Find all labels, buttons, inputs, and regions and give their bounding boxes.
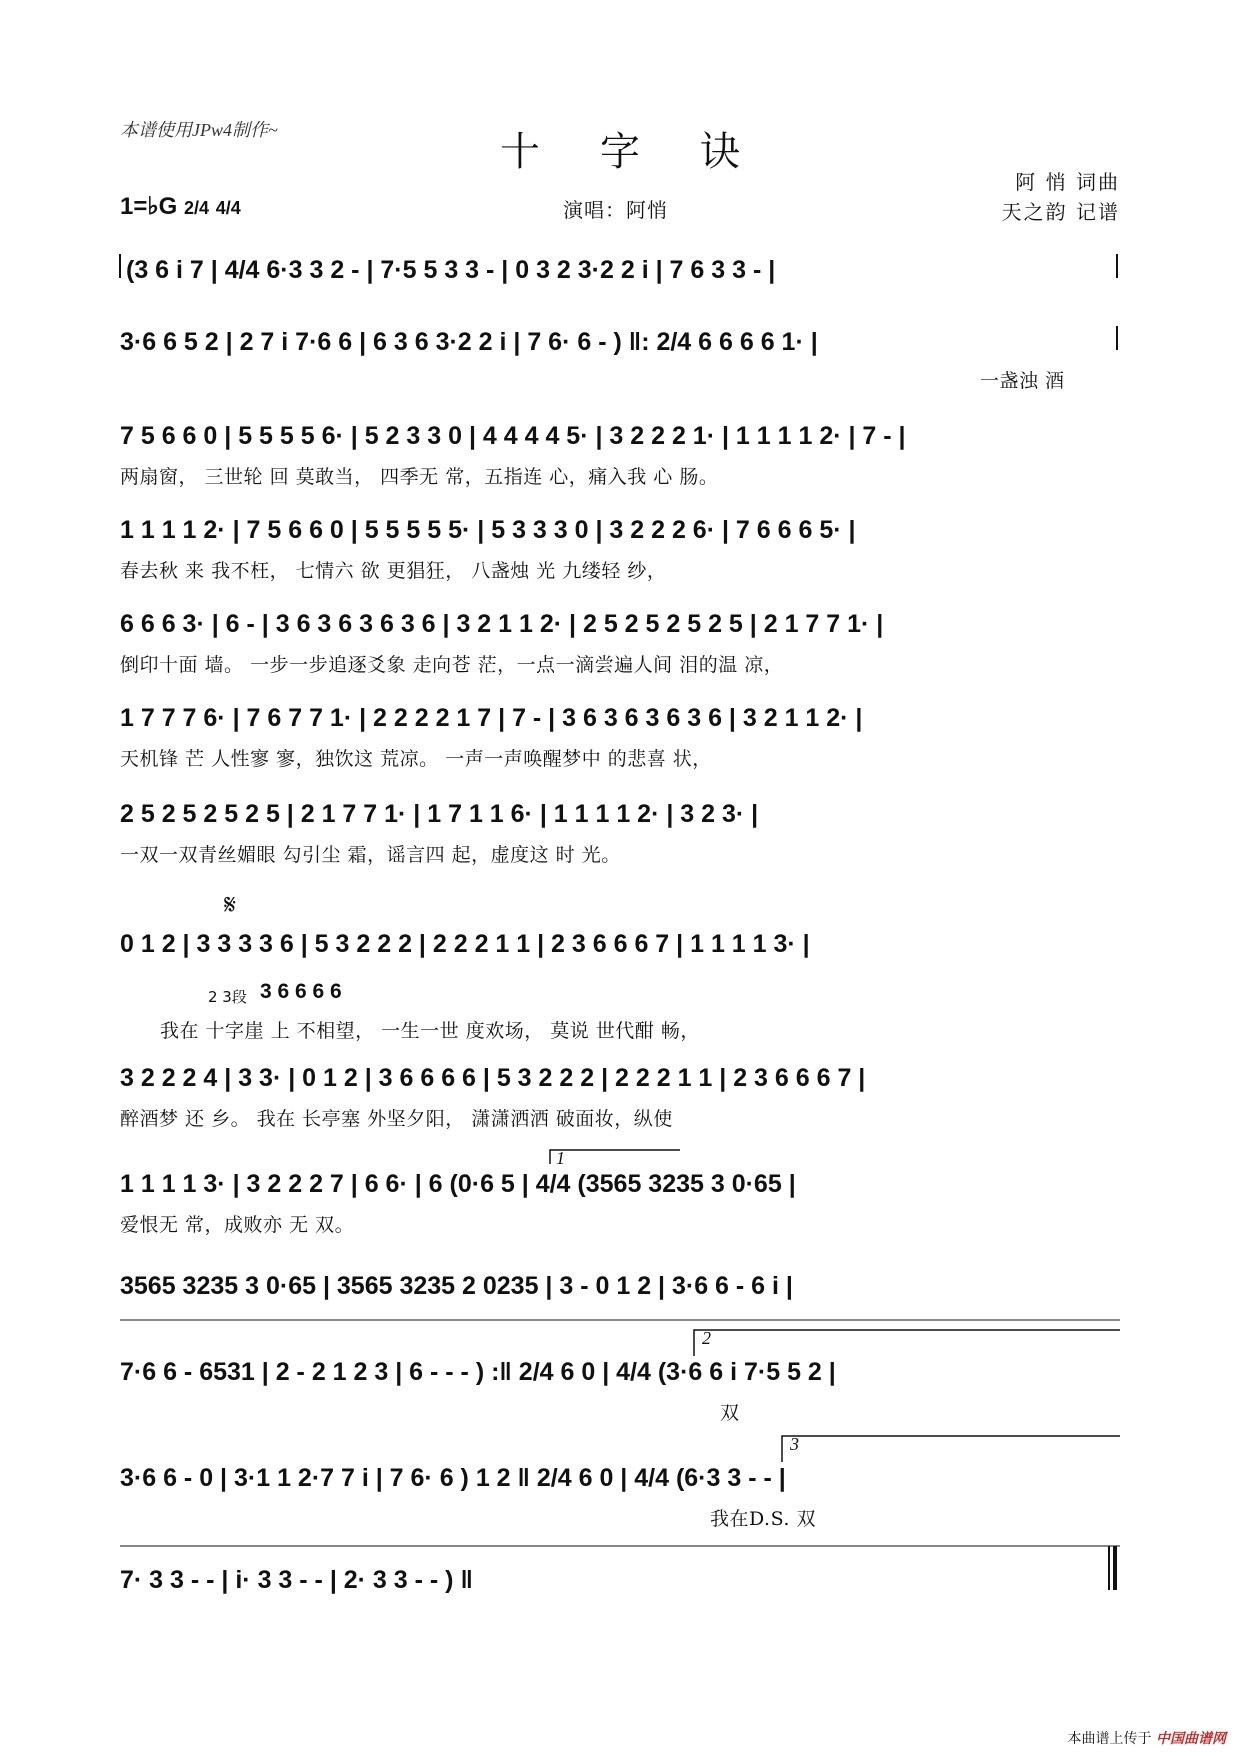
staff-8-notes: 0 1 2 | 3 3 3 3 6 | 5 3 2 2 2 | 2 2 2 1 1 | 2 3 6 6 6 7 | 1 1 1 1 3· | [120, 930, 810, 958]
staff-1-notes: (3 6 i 7 | 4/4 6·3 3 2 - | 7·5 5 3 3 - | 0 3 2 3·2 2 i | 7 6 3 3 - | [126, 256, 776, 284]
transcriber-credit: 天之韵 记谱 [1001, 200, 1120, 224]
alt-verse-notes: 3 6 6 6 6 [260, 980, 342, 1003]
staff-11-notes: 3565 3235 3 0·65 | 3565 3235 2 0235 | 3 - 0 1 2 | 3·6 6 - 6 i | [120, 1272, 793, 1300]
staff-10-lyrics: 爱恨无 常，成败亦 无 双。 [120, 1214, 355, 1236]
staff-9-notes: 3 2 2 2 4 | 3 3· | 0 1 2 | 3 6 6 6 6 | 5 3 2 2 2 | 2 2 2 1 1 | 2 3 6 6 6 7 | [120, 1064, 866, 1092]
staff-14-notes: 7· 3 3 - - | i· 3 3 - - | 2· 3 3 - - ) ‖ [120, 1566, 473, 1594]
key-signature [120, 192, 241, 221]
staff-6-notes: 1 7 7 7 6· | 7 6 7 7 1· | 2 2 2 2 1 7 | 7 - | 3 6 3 6 3 6 3 6 | 3 2 1 1 2· | [120, 704, 863, 732]
staff-2-lyrics: 一盏浊 酒 [980, 370, 1065, 392]
staff-2 [120, 320, 1120, 392]
volta-1: 1 [556, 1148, 565, 1168]
staff-10 [120, 1148, 1120, 1236]
staff-8-lyrics: 我在 十字崖 上 不相望， 一生一世 度欢场， 莫说 世代酣 畅， [160, 1020, 700, 1042]
segno-sign: 𝄋 [224, 888, 237, 921]
staff-14 [120, 1546, 1120, 1606]
staff-13-lyrics: 我在D.S. 双 [710, 1508, 817, 1530]
staff-3-notes: 7 5 6 6 0 | 5 5 5 5 6· | 5 2 3 3 0 | 4 4 4 4 5· | 3 2 2 2 1· | 1 1 1 1 2· | 7 - | [120, 422, 906, 450]
made-with-note: 本谱使用JPw4制作~ [120, 120, 278, 140]
staff-6-lyrics: 天机锋 芒 人性寥 寥，独饮这 荒凉。 一声一声唤醒梦中 的悲喜 状， [120, 748, 712, 770]
footer [1068, 1728, 1226, 1748]
staff-12-notes: 7·6 6 - 6531 | 2 - 2 1 2 3 | 6 - - - ) :‖ 2/4 6 0 | 4/4 (3·6 6 i 7·5 5 2 | [120, 1358, 836, 1386]
singer-credit: 演唱：阿悄 [563, 198, 668, 222]
staff-7-lyrics: 一双一双青丝媚眼 勾引尘 霜，谣言四 起，虚度这 时 光。 [120, 844, 621, 866]
staff-2-notes: 3·6 6 5 2 | 2 7 i 7·6 6 | 6 3 6 3·2 2 i | 7 6· 6 - ) ‖: 2/4 6 6 6 6 1· | [120, 328, 818, 356]
volta-3: 3 [790, 1434, 799, 1454]
staff-9-lyrics: 醉酒梦 还 乡。 我在 长亭塞 外坚夕阳， 潇潇洒洒 破面妆，纵使 [120, 1108, 673, 1130]
staff-1 [120, 248, 1120, 318]
key-text: 1=♭G [120, 193, 178, 220]
staff-12-volta [120, 1326, 1120, 1356]
staff-12 [120, 1326, 1120, 1424]
volta-2: 2 [702, 1328, 711, 1348]
staff-13-notes: 3·6 6 - 0 | 3·1 1 2·7 7 i | 7 6· 6 ) 1 2 ‖ 2/4 6 0 | 4/4 (6·3 3 - - | [120, 1464, 786, 1492]
staff-12-lyrics: 双 [720, 1402, 740, 1424]
time-signature-b: 4/4 [215, 198, 241, 218]
footer-upload-text: 本曲谱上传于 [1067, 1731, 1152, 1747]
time-signature-a: 2/4 [184, 198, 210, 218]
staff-3-lyrics: 两扇窗， 三世轮 回 莫敢当， 四季无 常，五指连 心，痛入我 心 肠。 [120, 466, 719, 488]
staff-4-lyrics: 春去秋 来 我不枉， 七情六 欲 更猖狂， 八盏烛 光 九缕轻 纱， [120, 560, 667, 582]
staff-5-lyrics: 倒印十面 墙。 一步一步追逐爻象 走向苍 茫，一点一滴尝遍人间 泪的温 凉， [120, 654, 784, 676]
composer-credit: 阿 悄 词曲 [1015, 170, 1120, 194]
staff-7-notes: 2 5 2 5 2 5 2 5 | 2 1 7 7 1· | 1 7 1 1 6· | 1 1 1 1 2· | 3 2 3· | [120, 800, 759, 828]
staff-4-notes: 1 1 1 1 2· | 7 5 6 6 0 | 5 5 5 5 5· | 5 3 3 3 0 | 3 2 2 2 6· | 7 6 6 6 5· | [120, 516, 856, 544]
staff-10-notes: 1 1 1 1 3· | 3 2 2 2 7 | 6 6· | 6 (0·6 5 | 4/4 (3565 3235 3 0·65 | [120, 1170, 796, 1198]
alt-verse-label: 2 3段 [208, 988, 247, 1006]
staff-13 [120, 1432, 1120, 1530]
staff-5-notes: 6 6 6 3· | 6 - | 3 6 3 6 3 6 3 6 | 3 2 1 1 2· | 2 5 2 5 2 5 2 5 | 2 1 7 7 1· | [120, 610, 884, 638]
footer-site-name[interactable]: 中国曲谱网 [1156, 1731, 1226, 1747]
page-title: 十字诀 [500, 129, 800, 175]
staff-13-volta [120, 1432, 1120, 1462]
